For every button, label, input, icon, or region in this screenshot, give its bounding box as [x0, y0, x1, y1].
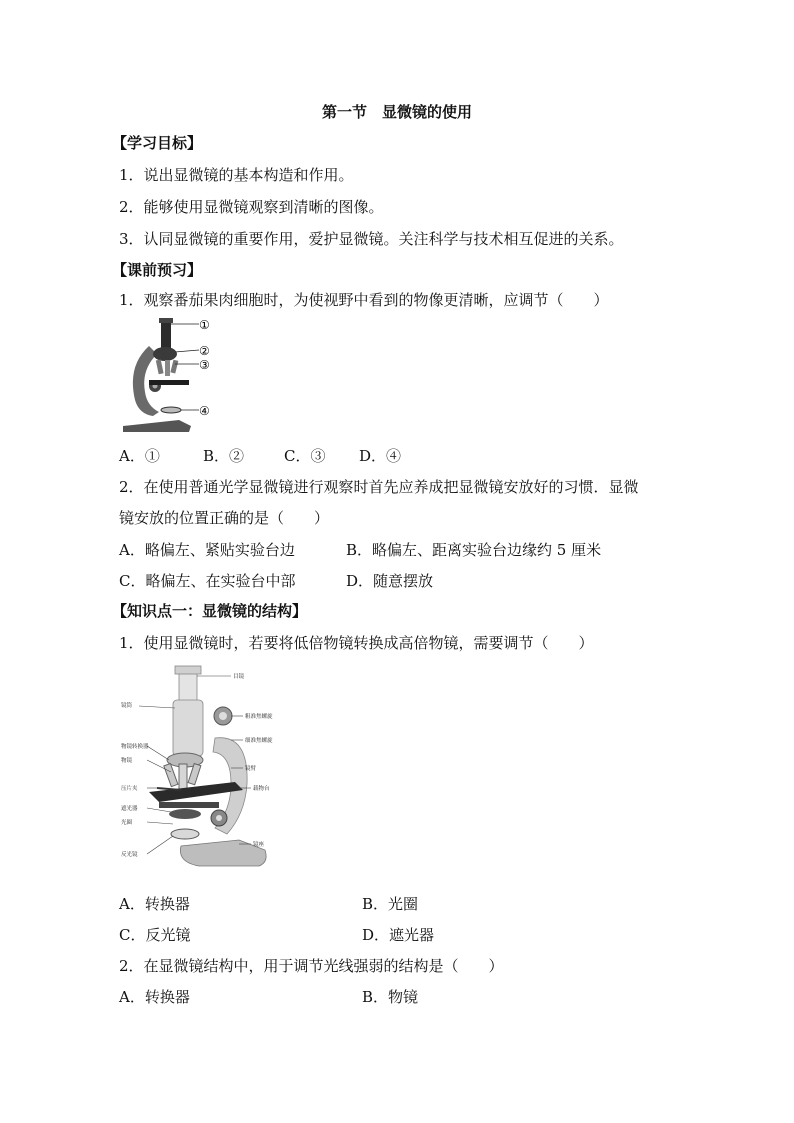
knowledge1-q1-option-d[interactable]: D．遮光器 — [362, 926, 435, 944]
fig2-label-fine: 细准焦螺旋 — [245, 738, 273, 744]
preview-q1-option-c[interactable]: C．③ — [284, 447, 326, 465]
preview-q1-stem: 1．观察番茄果肉细胞时，为使视野中看到的物像更清晰，应调节（ ） — [119, 291, 609, 309]
knowledge1-q1-option-b[interactable]: B．光圈 — [362, 895, 419, 913]
preview-q1-option-d[interactable]: D．④ — [359, 447, 402, 465]
fig2-label-base: 镜座 — [253, 842, 265, 848]
fig1-label-3: ③ — [199, 358, 210, 372]
fig2-label-arm: 镜臂 — [245, 766, 257, 772]
knowledge1-heading: 【知识点一：显微镜的结构】 — [112, 602, 308, 620]
preview-q1-option-b[interactable]: B．② — [203, 447, 245, 465]
knowledge1-q1-stem: 1．使用显微镜时，若要将低倍物镜转换成高倍物镜，需要调节（ ） — [119, 634, 594, 652]
knowledge1-q1-option-a[interactable]: A．转换器 — [119, 895, 190, 913]
preview-q2-stem-line2: 镜安放的位置正确的是（ ） — [119, 509, 330, 527]
preview-q2-option-c[interactable]: C．略偏左、在实验台中部 — [119, 572, 296, 590]
preview-q2-option-a[interactable]: A．略偏左、紧贴实验台边 — [119, 541, 295, 559]
fig2-label-nosepiece: 物镜转换器 — [121, 744, 149, 750]
knowledge1-q2-option-b[interactable]: B．物镜 — [362, 988, 419, 1006]
preview-q2-stem-line1: 2．在使用普通光学显微镜进行观察时首先应养成把显微镜安放好的习惯．显微 — [119, 478, 639, 496]
preview-q2-option-d[interactable]: D．随意摆放 — [346, 572, 434, 590]
fig2-label-eyepiece: 目镜 — [233, 674, 245, 680]
preview-heading: 【课前预习】 — [112, 261, 203, 279]
fig2-label-mirror: 反光镜 — [121, 852, 138, 858]
goal-item-3: 3．认同显微镜的重要作用，爱护显微镜。关注科学与技术相互促进的关系。 — [119, 230, 624, 248]
knowledge1-q2-option-a[interactable]: A．转换器 — [119, 988, 190, 1006]
goals-heading: 【学习目标】 — [112, 134, 203, 152]
fig2-label-tube: 镜筒 — [121, 703, 133, 709]
fig2-label-objective: 物镜 — [121, 758, 133, 764]
goal-item-1: 1．说出显微镜的基本构造和作用。 — [119, 166, 354, 184]
fig2-label-coarse: 粗准焦螺旋 — [245, 714, 273, 720]
preview-q2-option-b[interactable]: B．略偏左、距离实验台边缘约 5 厘米 — [346, 541, 602, 559]
fig1-label-2: ② — [199, 344, 210, 358]
fig1-label-4: ④ — [199, 404, 210, 418]
fig2-label-clip: 压片夹 — [121, 786, 138, 792]
fig2-label-aperture: 光圈 — [121, 820, 133, 826]
microscope-figure-labeled — [119, 664, 279, 876]
fig1-label-1: ① — [199, 318, 210, 332]
knowledge1-q1-option-c[interactable]: C．反光镜 — [119, 926, 191, 944]
microscope-figure-small — [119, 316, 219, 436]
fig2-label-stage: 载物台 — [253, 786, 270, 792]
preview-q1-option-a[interactable]: A．① — [119, 447, 160, 465]
page-title: 第一节 显微镜的使用 — [321, 103, 472, 121]
fig2-label-diaphragm: 遮光器 — [121, 806, 138, 812]
knowledge1-q2-stem: 2．在显微镜结构中，用于调节光线强弱的结构是（ ） — [119, 957, 504, 975]
goal-item-2: 2．能够使用显微镜观察到清晰的图像。 — [119, 198, 384, 216]
